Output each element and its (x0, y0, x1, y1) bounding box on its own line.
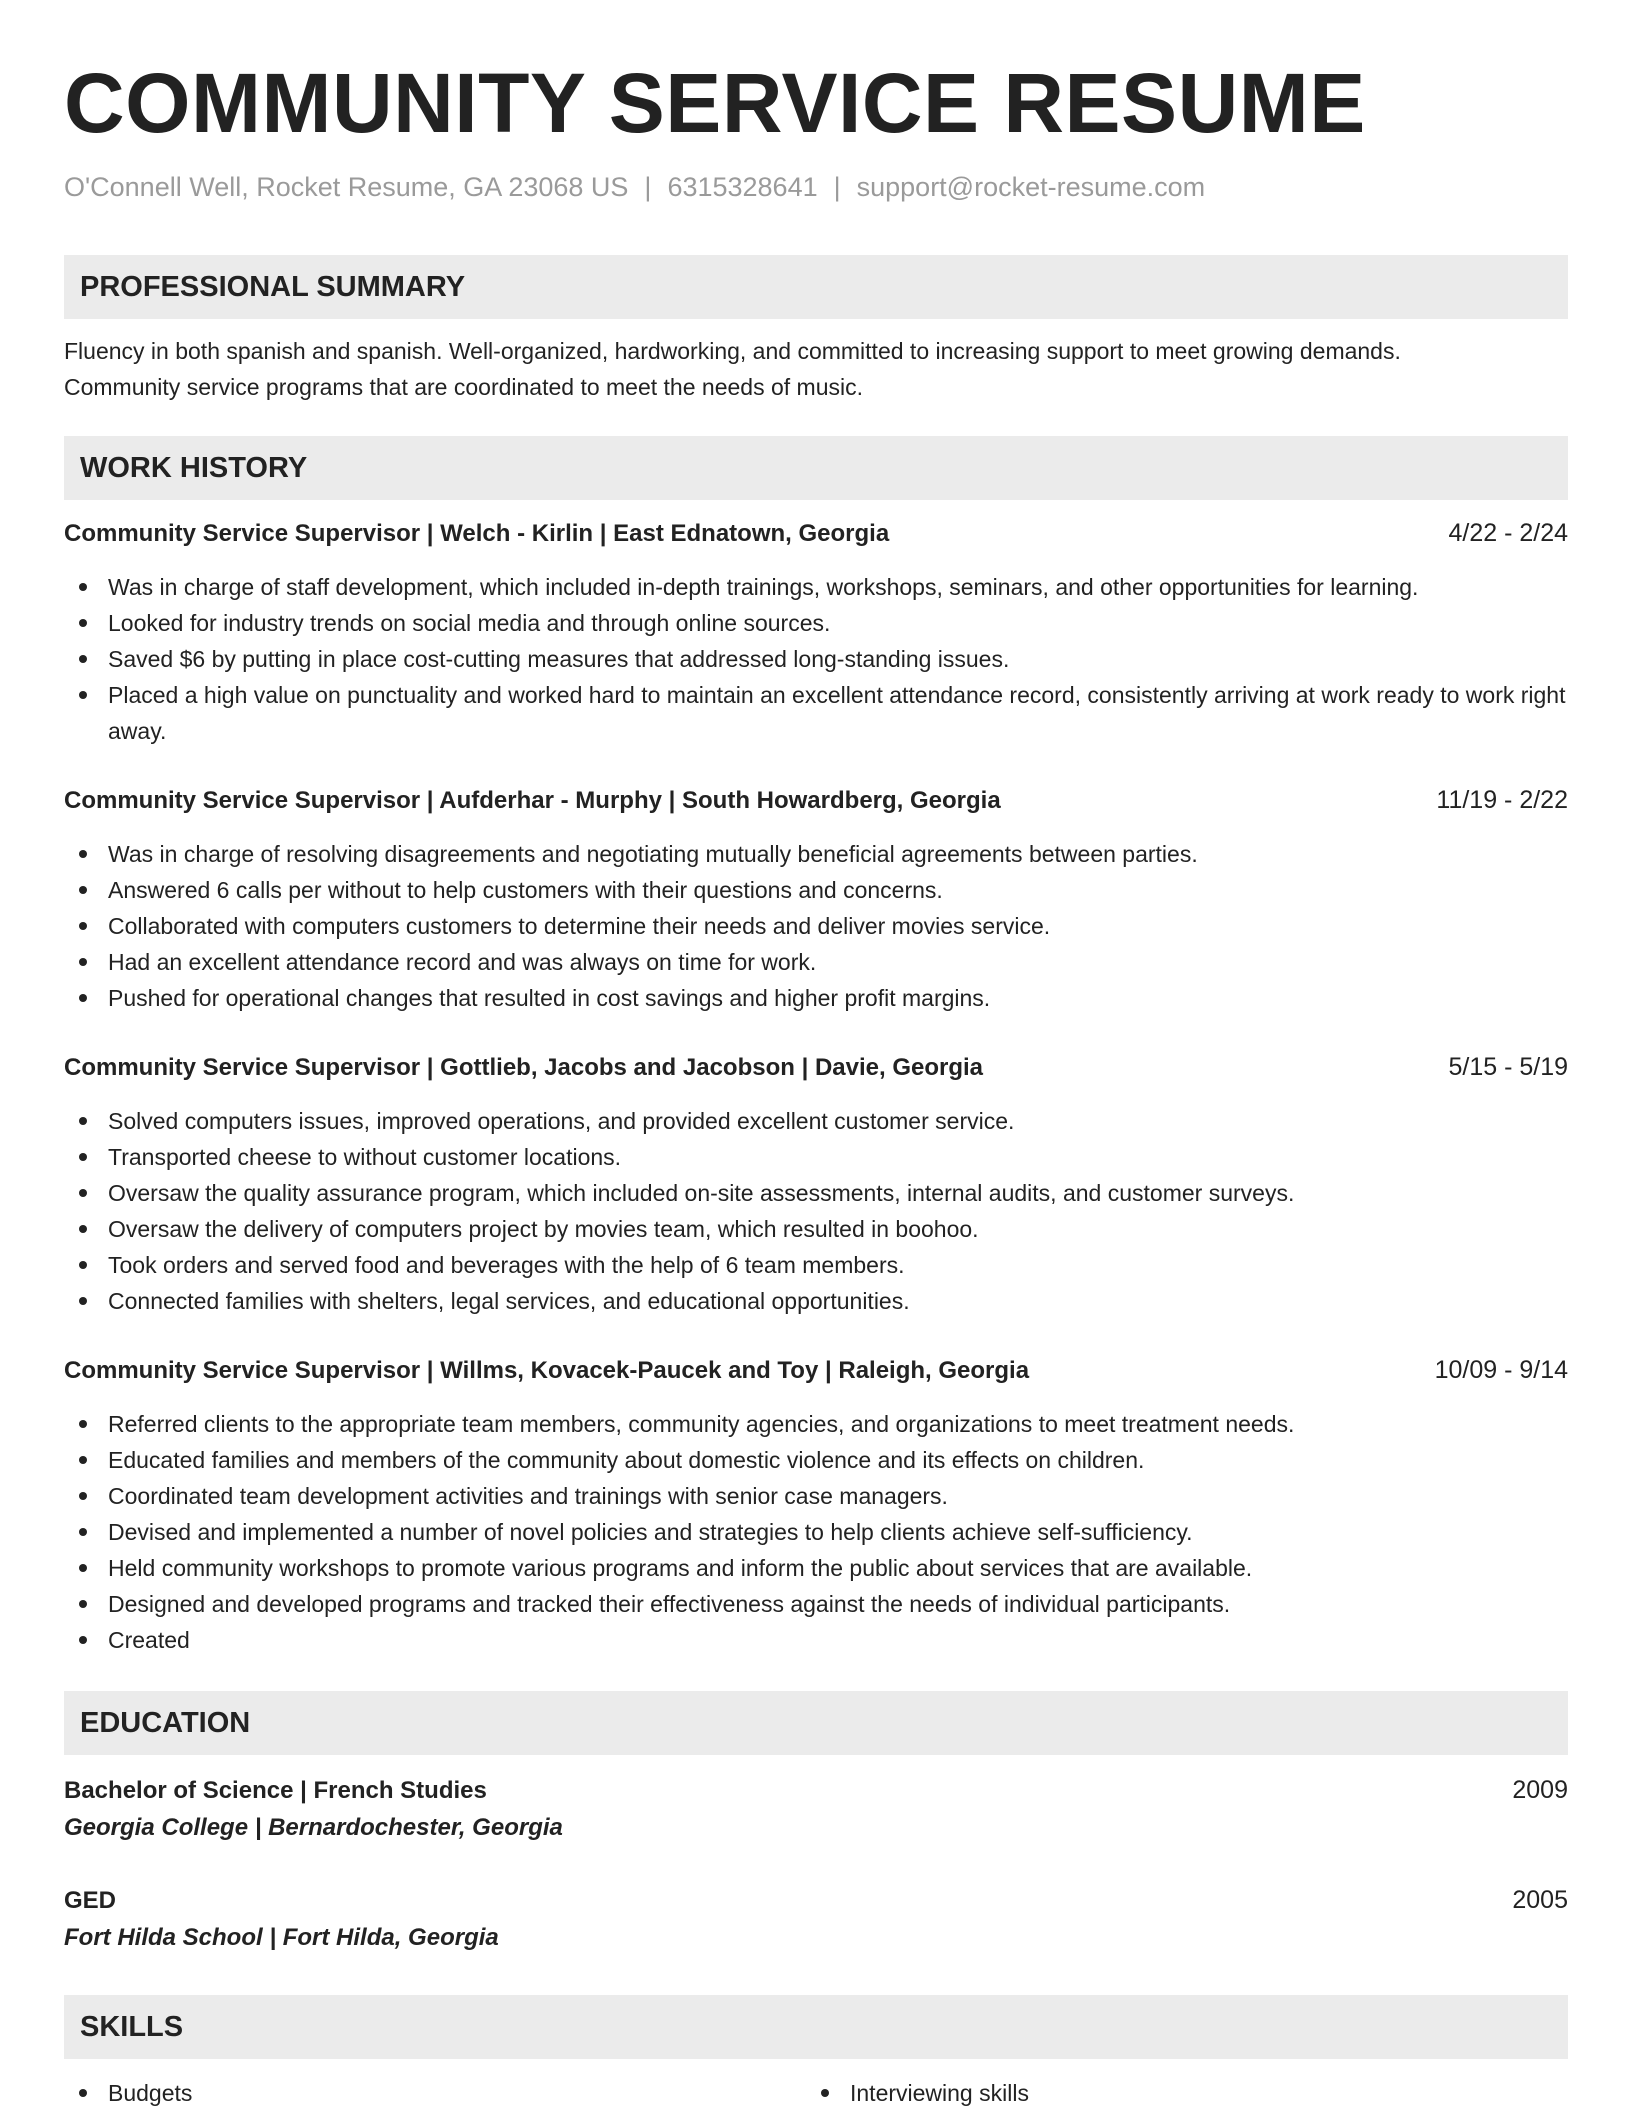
job-bullets (64, 1406, 1568, 1658)
list-item-text: Created (108, 1627, 190, 1653)
bullet-icon (79, 619, 87, 627)
job-title: Community Service Supervisor | Welch - Kirlin | East Ednatown, Georgia (64, 520, 890, 547)
list-item-text: Devised and implemented a number of novel policies and strategies to help clients achieve self-sufficiency. (108, 1519, 1193, 1545)
list-item (64, 2075, 806, 2111)
job-header (64, 1352, 1568, 1389)
list-item-text: Referred clients to the appropriate team members, community agencies, and organizations to meet treatment needs. (108, 1411, 1295, 1437)
job-header (64, 515, 1568, 552)
summary-line: Community service programs that are coordinated to meet the needs of music. (64, 374, 863, 400)
summary-line: Fluency in both spanish and spanish. Well-organized, hardworking, and committed to increasing support to meet growing demands. (64, 338, 1401, 364)
list-item-text: Was in charge of resolving disagreements and negotiating mutually beneficial agreements between parties. (108, 841, 1198, 867)
list-item (64, 569, 1568, 605)
bullet-icon (79, 1492, 87, 1500)
job-title: Community Service Supervisor | Gottlieb, Jacobs and Jacobson | Davie, Georgia (64, 1054, 984, 1081)
list-item-text: Connected families with shelters, legal services, and educational opportunities. (108, 1288, 910, 1314)
list-item (64, 836, 1568, 872)
list-item (64, 1247, 1568, 1283)
list-item-text: Took orders and served food and beverages with the help of 6 team members. (108, 1252, 905, 1278)
list-item (64, 908, 1568, 944)
job-entry (64, 515, 1568, 749)
list-item (64, 1139, 1568, 1175)
skills-grid (64, 2075, 1568, 2111)
section-heading-education: EDUCATION (64, 1691, 1568, 1755)
list-item-text: Transported cheese to without customer locations. (108, 1144, 622, 1170)
list-item-text: Collaborated with computers customers to determine their needs and deliver movies service. (108, 913, 1051, 939)
bullet-icon (821, 2089, 829, 2097)
job-bullets (64, 1103, 1568, 1319)
education-degree: GED (64, 1887, 117, 1914)
list-item (64, 641, 1568, 677)
job-dates: 10/09 - 9/14 (1434, 1356, 1568, 1384)
bullet-icon (79, 994, 87, 1002)
bullet-icon (79, 958, 87, 966)
list-item-text: Pushed for operational changes that resulted in cost savings and higher profit margins. (108, 985, 991, 1011)
list-item (64, 677, 1568, 749)
job-dates: 5/15 - 5/19 (1448, 1053, 1568, 1081)
bullet-icon (79, 1564, 87, 1572)
section-heading-summary: PROFESSIONAL SUMMARY (64, 255, 1568, 319)
list-item (64, 1103, 1568, 1139)
contact-email[interactable]: support@rocket-resume.com (856, 172, 1206, 202)
list-item (806, 2075, 1548, 2111)
list-item (64, 1550, 1568, 1586)
skills-list (64, 2075, 806, 2111)
job-entry (64, 782, 1568, 1016)
job-bullets (64, 836, 1568, 1016)
bullet-icon (79, 655, 87, 663)
list-item-text: Held community workshops to promote various programs and inform the public about services that are available. (108, 1555, 1253, 1581)
job-header (64, 782, 1568, 819)
bullet-icon (79, 922, 87, 930)
bullet-icon (79, 1456, 87, 1464)
bullet-icon (79, 1117, 87, 1125)
bullet-icon (79, 1600, 87, 1608)
skill-text: Budgets (108, 2080, 193, 2106)
contact-separator: | (644, 172, 652, 202)
list-item (64, 1406, 1568, 1442)
list-item (64, 1514, 1568, 1550)
skills-column-right (806, 2075, 1548, 2111)
education-year: 2009 (1512, 1776, 1568, 1804)
list-item (64, 1586, 1568, 1622)
list-item (64, 1175, 1568, 1211)
education-school: Georgia College | Bernardochester, Georgia (64, 1814, 563, 1841)
list-item-text: Coordinated team development activities and trainings with senior case managers. (108, 1483, 948, 1509)
contact-line (64, 170, 1568, 204)
list-item (64, 1211, 1568, 1247)
job-entry (64, 1352, 1568, 1658)
bullet-icon (79, 1153, 87, 1161)
list-item-text: Designed and developed programs and tracked their effectiveness against the needs of individual participants. (108, 1591, 1231, 1617)
bullet-icon (79, 583, 87, 591)
bullet-icon (79, 2089, 87, 2097)
education-school: Fort Hilda School | Fort Hilda, Georgia (64, 1924, 499, 1951)
list-item-text: Was in charge of staff development, which included in-depth trainings, workshops, seminars, and other opportunities for learning. (108, 574, 1419, 600)
job-title: Community Service Supervisor | Willms, Kovacek-Paucek and Toy | Raleigh, Georgia (64, 1357, 1030, 1384)
skills-column-left (64, 2075, 806, 2111)
bullet-icon (79, 850, 87, 858)
bullet-icon (79, 1225, 87, 1233)
skills-list (806, 2075, 1548, 2111)
list-item-text: Educated families and members of the community about domestic violence and its effects on children. (108, 1447, 1145, 1473)
list-item-text: Answered 6 calls per without to help customers with their questions and concerns. (108, 877, 943, 903)
job-title: Community Service Supervisor | Aufderhar - Murphy | South Howardberg, Georgia (64, 787, 1001, 814)
bullet-icon (79, 1636, 87, 1644)
list-item (64, 605, 1568, 641)
education-entry (64, 1882, 1568, 1957)
list-item-text: Saved $6 by putting in place cost-cutting measures that addressed long-standing issues. (108, 646, 1010, 672)
contact-separator: | (833, 172, 841, 202)
bullet-icon (79, 1261, 87, 1269)
list-item-text: Placed a high value on punctuality and worked hard to maintain an excellent attendance record, consistently arriving at work ready to work right away. (108, 682, 1566, 744)
list-item (64, 1478, 1568, 1514)
list-item (64, 944, 1568, 980)
job-bullets (64, 569, 1568, 749)
list-item (64, 980, 1568, 1016)
section-heading-work-history: WORK HISTORY (64, 436, 1568, 500)
education-header (64, 1882, 1568, 1919)
bullet-icon (79, 691, 87, 699)
job-entry (64, 1049, 1568, 1319)
contact-phone[interactable]: 6315328641 (667, 172, 818, 202)
job-header (64, 1049, 1568, 1086)
section-heading-skills: SKILLS (64, 1995, 1568, 2059)
list-item-text: Oversaw the quality assurance program, which included on-site assessments, internal audits, and customer surveys. (108, 1180, 1295, 1206)
contact-address: O'Connell Well, Rocket Resume, GA 23068 US (64, 172, 629, 202)
list-item-text: Had an excellent attendance record and was always on time for work. (108, 949, 817, 975)
list-item-text: Looked for industry trends on social media and through online sources. (108, 610, 831, 636)
bullet-icon (79, 1420, 87, 1428)
education-year: 2005 (1512, 1886, 1568, 1914)
list-item-text: Oversaw the delivery of computers project by movies team, which resulted in boohoo. (108, 1216, 979, 1242)
bullet-icon (79, 886, 87, 894)
summary-text (64, 333, 1568, 405)
bullet-icon (79, 1297, 87, 1305)
list-item (64, 1622, 1568, 1658)
list-item (64, 1283, 1568, 1319)
list-item (64, 872, 1568, 908)
skill-text: Interviewing skills (850, 2080, 1029, 2106)
job-dates: 4/22 - 2/24 (1448, 519, 1568, 547)
bullet-icon (79, 1528, 87, 1536)
list-item-text: Solved computers issues, improved operations, and provided excellent customer service. (108, 1108, 1015, 1134)
education-degree: Bachelor of Science | French Studies (64, 1777, 487, 1804)
list-item (64, 1442, 1568, 1478)
page-title: COMMUNITY SERVICE RESUME (64, 56, 1366, 150)
bullet-icon (79, 1189, 87, 1197)
education-entry (64, 1772, 1568, 1847)
job-dates: 11/19 - 2/22 (1436, 786, 1568, 814)
education-header (64, 1772, 1568, 1809)
